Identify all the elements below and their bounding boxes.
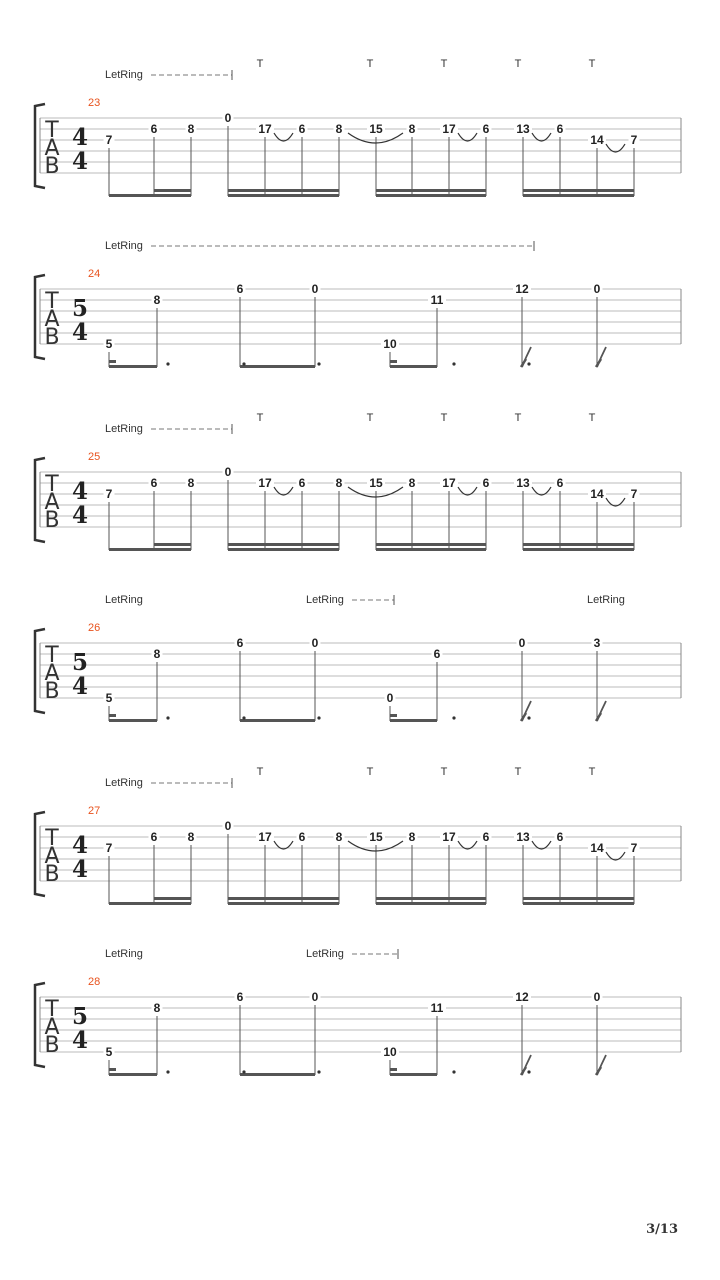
rhythm-dot (527, 362, 530, 365)
fret-number: 12 (515, 990, 529, 1004)
fret-number: 6 (150, 476, 158, 490)
tab-system-27 (35, 766, 681, 905)
beam-stub (390, 1068, 397, 1071)
tab-system-25 (35, 412, 681, 551)
let-ring-label: LetRing (587, 594, 625, 606)
fret-number: 8 (408, 122, 416, 136)
tab-clef-letter: B (44, 154, 60, 179)
fret-number: 7 (105, 487, 113, 501)
beam-primary (109, 1073, 157, 1076)
fret-number: 8 (335, 830, 343, 844)
time-signature-top: 5 (71, 1003, 89, 1030)
measure-number: 27 (88, 805, 101, 817)
fret-number: 8 (153, 293, 161, 307)
beam-secondary (228, 189, 339, 192)
beam-secondary (154, 189, 191, 192)
fret-number: 8 (335, 122, 343, 136)
fret-number: 15 (369, 122, 383, 136)
let-ring-label: LetRing (105, 594, 143, 606)
tap-mark: T (366, 58, 374, 70)
fret-number: 11 (430, 1001, 444, 1015)
beam-secondary (228, 897, 339, 900)
tab-clef-letter: T (45, 472, 59, 497)
beam-primary (390, 1073, 437, 1076)
tab-clef-letter: B (44, 679, 60, 704)
fret-number: 6 (150, 830, 158, 844)
fret-number: 8 (335, 476, 343, 490)
time-signature-bottom: 4 (71, 502, 89, 529)
tap-mark: T (440, 58, 448, 70)
beam-primary (376, 548, 486, 551)
fret-number: 8 (408, 476, 416, 490)
fret-number: 6 (298, 476, 306, 490)
beam-primary (109, 365, 157, 368)
fret-number: 0 (593, 990, 601, 1004)
tap-mark: T (514, 412, 522, 424)
beam-primary (523, 194, 634, 197)
fret-number: 17 (258, 476, 272, 490)
beam-primary (390, 365, 437, 368)
time-signature-top: 5 (71, 649, 89, 676)
fret-number: 0 (386, 691, 394, 705)
fret-number: 12 (515, 282, 529, 296)
tap-mark: T (256, 766, 264, 778)
let-ring-label: LetRing (306, 594, 344, 606)
tab-clef-letter: T (45, 997, 59, 1022)
time-signature-bottom: 4 (71, 673, 89, 700)
fret-number: 6 (482, 476, 490, 490)
fret-number: 5 (105, 691, 113, 705)
rhythm-dot (242, 716, 245, 719)
tap-mark: T (588, 58, 596, 70)
let-ring-label: LetRing (105, 423, 143, 435)
time-signature-top: 5 (71, 295, 89, 322)
time-signature-bottom: 4 (71, 148, 89, 175)
tab-clef-letter: T (45, 826, 59, 851)
fret-number: 17 (442, 122, 456, 136)
beam-primary (109, 194, 191, 197)
rhythm-dot (527, 1070, 530, 1073)
fret-number: 0 (311, 282, 319, 296)
page-number: 3/13 (646, 1222, 678, 1237)
rhythm-dot (527, 716, 530, 719)
measure-number: 23 (88, 97, 101, 109)
time-signature-bottom: 4 (71, 856, 89, 883)
tab-clef-letter: A (44, 136, 60, 161)
rhythm-dot (452, 716, 455, 719)
beam-primary (240, 1073, 315, 1076)
beam-primary (228, 902, 339, 905)
let-ring-label: LetRing (306, 948, 344, 960)
tab-clef-letter: B (44, 325, 60, 350)
fret-number: 14 (590, 841, 604, 855)
beam-primary (390, 719, 437, 722)
tap-mark: T (440, 766, 448, 778)
tab-system-26 (35, 594, 681, 722)
tab-clef-letter: B (44, 508, 60, 533)
fret-number: 15 (369, 830, 383, 844)
beam-secondary (523, 543, 634, 546)
rhythm-dot (166, 362, 169, 365)
beam-primary (109, 902, 191, 905)
fret-number: 6 (482, 830, 490, 844)
tab-clef-letter: A (44, 490, 60, 515)
fret-number: 7 (105, 133, 113, 147)
beam-stub (390, 360, 397, 363)
fret-number: 14 (590, 487, 604, 501)
tap-mark: T (366, 766, 374, 778)
fret-number: 8 (187, 122, 195, 136)
tab-clef-letter: T (45, 289, 59, 314)
fret-number: 0 (518, 636, 526, 650)
fret-number: 8 (153, 1001, 161, 1015)
rhythm-dot (452, 362, 455, 365)
fret-number: 17 (258, 830, 272, 844)
beam-primary (109, 719, 157, 722)
fret-number: 5 (105, 337, 113, 351)
time-signature-top: 4 (71, 478, 89, 505)
tab-system-28 (35, 948, 681, 1076)
beam-secondary (228, 543, 339, 546)
fret-number: 0 (224, 465, 232, 479)
fret-number: 6 (298, 122, 306, 136)
fret-number: 14 (590, 133, 604, 147)
beam-secondary (376, 897, 486, 900)
rhythm-dot (166, 716, 169, 719)
time-signature-top: 4 (71, 124, 89, 151)
beam-stub (390, 714, 397, 717)
time-signature-top: 4 (71, 832, 89, 859)
fret-number: 3 (593, 636, 601, 650)
tap-mark: T (256, 58, 264, 70)
time-signature-bottom: 4 (71, 319, 89, 346)
fret-number: 13 (516, 830, 530, 844)
fret-number: 17 (442, 830, 456, 844)
rhythm-dot (317, 1070, 320, 1073)
time-signature-bottom: 4 (71, 1027, 89, 1054)
fret-number: 6 (298, 830, 306, 844)
fret-number: 6 (150, 122, 158, 136)
beam-secondary (154, 897, 191, 900)
rhythm-dot (317, 716, 320, 719)
fret-number: 8 (187, 830, 195, 844)
beam-primary (228, 194, 339, 197)
beam-stub (109, 714, 116, 717)
beam-primary (240, 719, 315, 722)
beam-primary (523, 548, 634, 551)
beam-primary (376, 194, 486, 197)
tab-clef-letter: T (45, 643, 59, 668)
fret-number: 5 (105, 1045, 113, 1059)
beam-secondary (154, 543, 191, 546)
tap-mark: T (514, 58, 522, 70)
fret-number: 0 (311, 990, 319, 1004)
tap-mark: T (514, 766, 522, 778)
beam-stub (109, 1068, 116, 1071)
beam-secondary (376, 189, 486, 192)
fret-number: 8 (408, 830, 416, 844)
fret-number: 0 (224, 111, 232, 125)
rhythm-dot (242, 1070, 245, 1073)
fret-number: 6 (556, 830, 564, 844)
fret-number: 8 (153, 647, 161, 661)
let-ring-label: LetRing (105, 240, 143, 252)
tab-system-23 (35, 58, 681, 197)
fret-number: 17 (258, 122, 272, 136)
tab-system-24 (35, 240, 681, 368)
rhythm-dot (317, 362, 320, 365)
beam-primary (109, 548, 191, 551)
measure-number: 25 (88, 451, 101, 463)
tab-clef-letter: B (44, 1033, 60, 1058)
rhythm-dot (452, 1070, 455, 1073)
measure-number: 24 (88, 268, 101, 280)
rhythm-dot (242, 362, 245, 365)
fret-number: 7 (105, 841, 113, 855)
tab-clef-letter: A (44, 307, 60, 332)
fret-number: 0 (593, 282, 601, 296)
beam-primary (228, 548, 339, 551)
let-ring-label: LetRing (105, 948, 143, 960)
beam-primary (376, 902, 486, 905)
fret-number: 10 (383, 337, 397, 351)
tab-clef-letter: T (45, 118, 59, 143)
beam-secondary (376, 543, 486, 546)
tap-mark: T (440, 412, 448, 424)
let-ring-label: LetRing (105, 69, 143, 81)
fret-number: 0 (311, 636, 319, 650)
beam-primary (523, 902, 634, 905)
rhythm-dot (166, 1070, 169, 1073)
fret-number: 10 (383, 1045, 397, 1059)
measure-number: 26 (88, 622, 101, 634)
tap-mark: T (366, 412, 374, 424)
beam-stub (109, 360, 116, 363)
fret-number: 6 (482, 122, 490, 136)
fret-number: 13 (516, 122, 530, 136)
fret-number: 6 (556, 122, 564, 136)
tap-mark: T (588, 766, 596, 778)
beam-secondary (523, 189, 634, 192)
fret-number: 0 (224, 819, 232, 833)
let-ring-label: LetRing (105, 777, 143, 789)
fret-number: 17 (442, 476, 456, 490)
tab-clef-letter: B (44, 862, 60, 887)
fret-number: 6 (236, 990, 244, 1004)
fret-number: 6 (236, 636, 244, 650)
fret-number: 7 (630, 133, 638, 147)
beam-secondary (523, 897, 634, 900)
fret-number: 7 (630, 487, 638, 501)
tap-mark: T (256, 412, 264, 424)
fret-number: 6 (236, 282, 244, 296)
fret-number: 15 (369, 476, 383, 490)
measure-number: 28 (88, 976, 101, 988)
tap-mark: T (588, 412, 596, 424)
beam-primary (240, 365, 315, 368)
tab-clef-letter: A (44, 844, 60, 869)
fret-number: 8 (187, 476, 195, 490)
tab-clef-letter: A (44, 661, 60, 686)
fret-number: 11 (430, 293, 444, 307)
fret-number: 7 (630, 841, 638, 855)
fret-number: 6 (433, 647, 441, 661)
tab-clef-letter: A (44, 1015, 60, 1040)
fret-number: 6 (556, 476, 564, 490)
fret-number: 13 (516, 476, 530, 490)
